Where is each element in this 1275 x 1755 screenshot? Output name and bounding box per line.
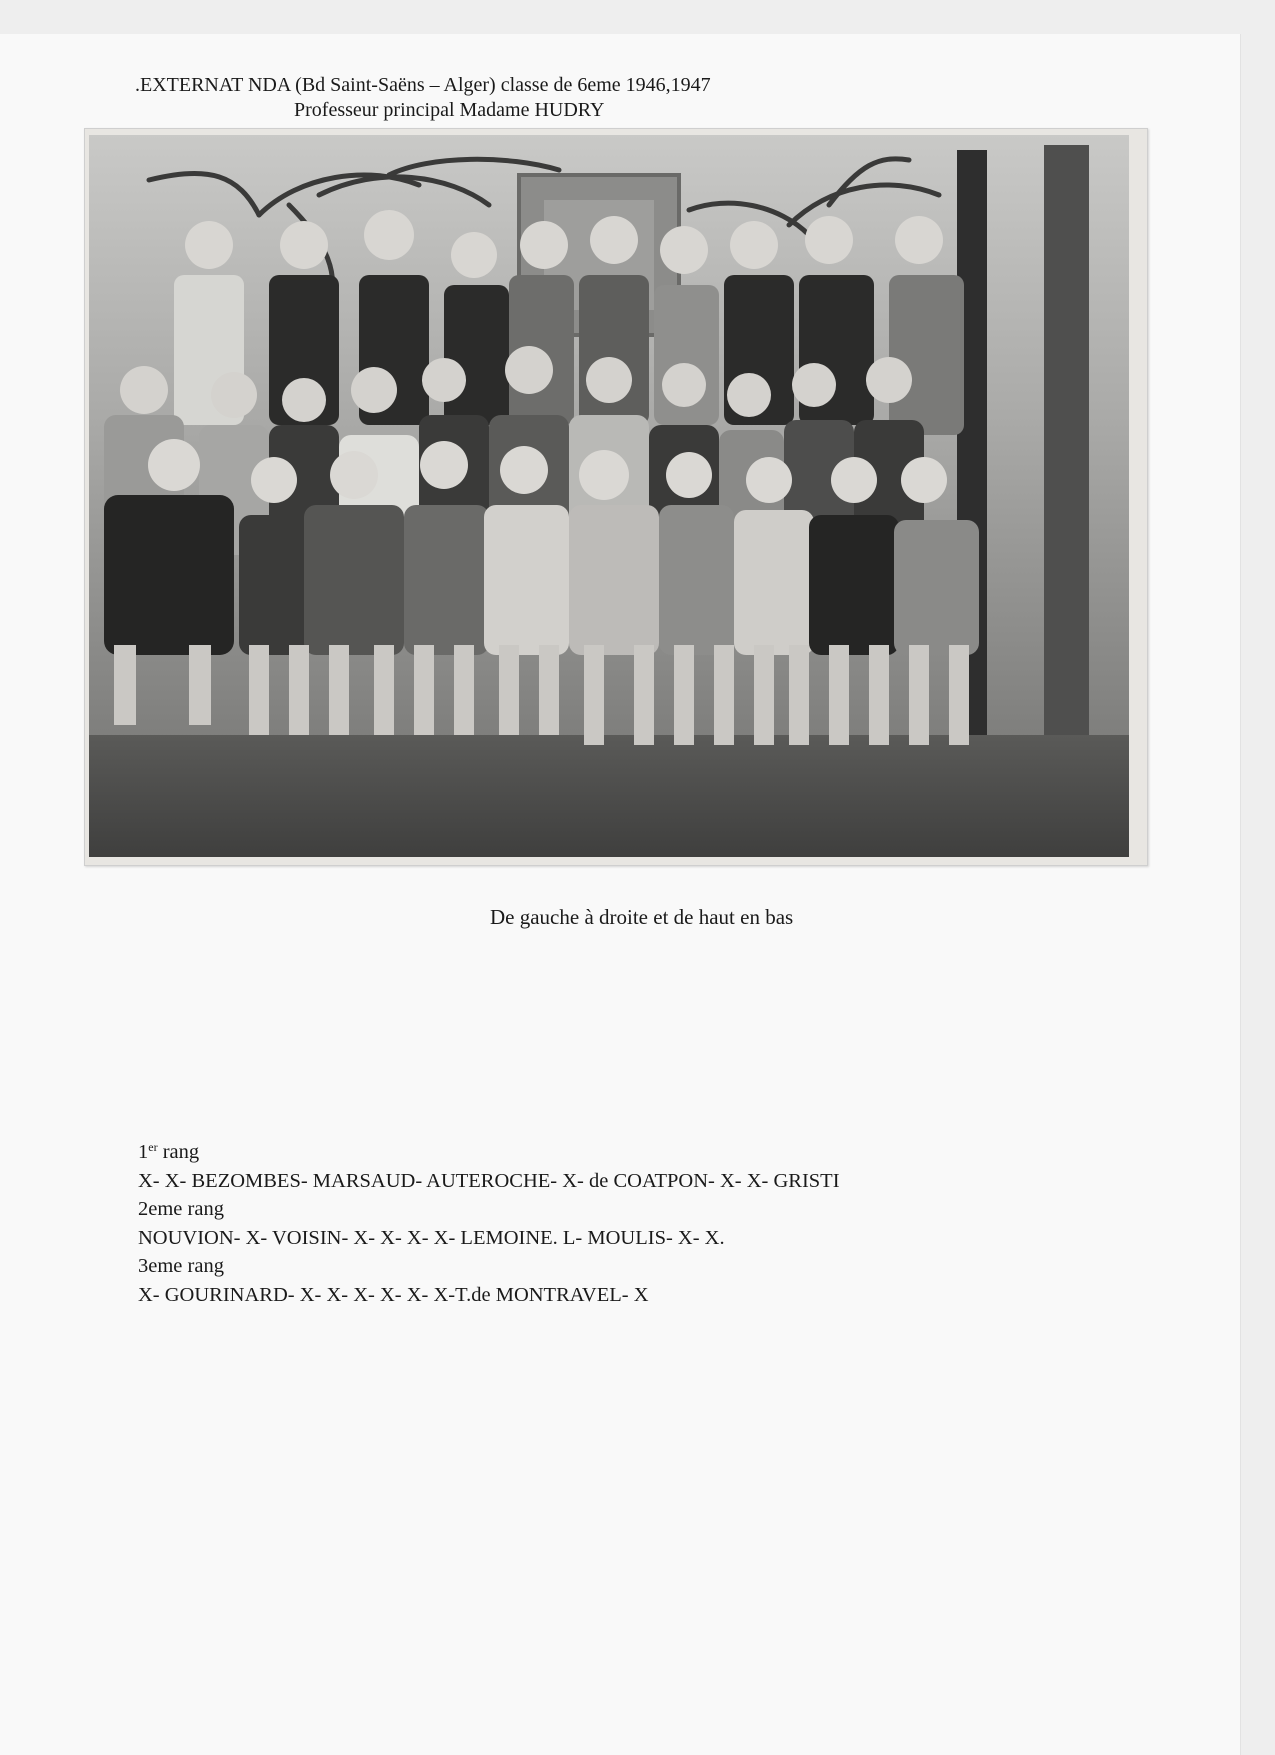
class-photo	[89, 135, 1129, 857]
photo-caption: De gauche à droite et de haut en bas	[490, 905, 794, 929]
rank-1-number: 1	[138, 1141, 149, 1163]
rank-1-names: X- X- BEZOMBES- MARSAUD- AUTEROCHE- X- de COATPON- X- X- GRISTI	[138, 1169, 840, 1192]
name-list	[138, 1133, 840, 1309]
rank-1-heading	[138, 1133, 840, 1167]
rank-2-heading: 2eme rang	[138, 1198, 224, 1220]
rank-2-names: NOUVION- X- VOISIN- X- X- X- X- LEMOINE. L- MOULIS- X- X.	[138, 1226, 725, 1249]
header-title: .EXTERNAT NDA (Bd Saint-Saëns – Alger) classe de 6eme 1946,1947	[135, 74, 711, 96]
header-subtitle: Professeur principal Madame HUDRY	[294, 99, 605, 121]
rank-1-label: rang	[157, 1141, 200, 1163]
class-photo-frame	[84, 128, 1148, 866]
rank-3-names: X- GOURINARD- X- X- X- X- X- X-T.de MONTRAVEL- X	[138, 1283, 649, 1306]
class-photo-image	[89, 135, 1129, 857]
rank-1-superscript: er	[148, 1140, 158, 1154]
rank-3-heading: 3eme rang	[138, 1255, 224, 1277]
